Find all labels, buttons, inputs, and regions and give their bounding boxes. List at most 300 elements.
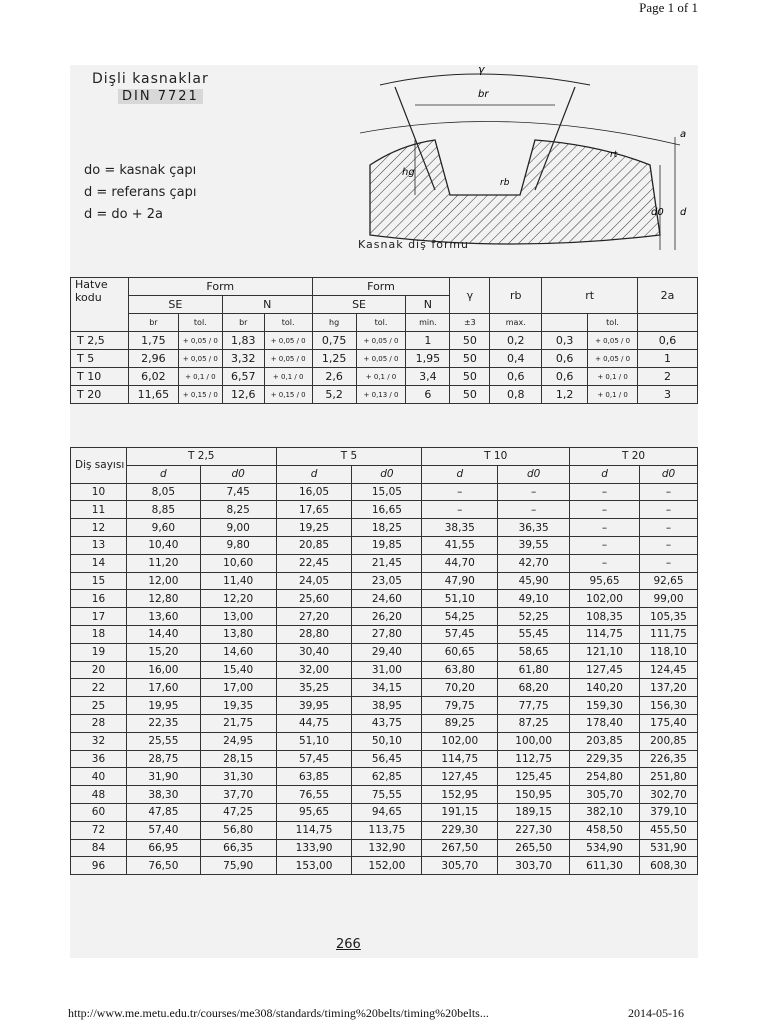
gamma-arc: [380, 74, 590, 85]
cell-rt-tol: + 0,05 / 0: [588, 350, 638, 368]
cell-teeth: 16: [71, 590, 127, 608]
diameter-row: [71, 857, 698, 875]
cell-t25-d: 10,40: [126, 536, 200, 554]
cell-t20-d: 611,30: [570, 857, 640, 875]
cell-t10-d: 38,35: [422, 519, 498, 537]
cell-t10-d: 47,90: [422, 572, 498, 590]
max-subheader: max.: [490, 314, 542, 332]
cell-two-a: 3: [638, 386, 698, 404]
cell-se-tol: + 0,1 / 0: [178, 368, 222, 386]
cell-t20-d: –: [570, 501, 640, 519]
cell-t25-d: 16,00: [126, 661, 200, 679]
cell-t25-d0: 66,35: [200, 839, 276, 857]
cell-code: T 20: [71, 386, 129, 404]
cell-t10-d0: 77,75: [498, 697, 570, 715]
diameter-row: [71, 839, 698, 857]
cell-t20-d0: 226,35: [639, 750, 697, 768]
cell-t10-d: 305,70: [422, 857, 498, 875]
cell-t5-d: 51,10: [276, 732, 352, 750]
cell-t5-d: 114,75: [276, 821, 352, 839]
d-header-t20: d: [570, 465, 640, 483]
cell-t20-d: 203,85: [570, 732, 640, 750]
diameter-row: [71, 536, 698, 554]
cell-t20-d: 127,45: [570, 661, 640, 679]
cell-t10-d: 63,80: [422, 661, 498, 679]
cell-t5-d0: 38,95: [352, 697, 422, 715]
cell-t20-d0: 302,70: [639, 786, 697, 804]
cell-t25-d0: 12,20: [200, 590, 276, 608]
cell-t5-d0: 19,85: [352, 536, 422, 554]
cell-n-tol: + 0,05 / 0: [264, 332, 312, 350]
cell-teeth: 19: [71, 643, 127, 661]
figure-caption: Kasnak diş formu: [358, 238, 469, 251]
cell-teeth: 28: [71, 714, 127, 732]
cell-n-br: 6,57: [222, 368, 264, 386]
cell-n-br: 1,83: [222, 332, 264, 350]
cell-rb: 0,8: [490, 386, 542, 404]
cell-se-br: 11,65: [128, 386, 178, 404]
cell-n-hg: 6: [406, 386, 450, 404]
cell-t10-d0: 61,80: [498, 661, 570, 679]
cell-se-hg: 1,25: [312, 350, 356, 368]
cell-t10-d0: 112,75: [498, 750, 570, 768]
diameter-row: [71, 483, 698, 501]
cell-rt-tol: + 0,05 / 0: [588, 332, 638, 350]
cell-se-hg-tol: + 0,05 / 0: [356, 332, 406, 350]
tol-subheader-4: tol.: [588, 314, 638, 332]
cell-t20-d0: 105,35: [639, 608, 697, 626]
cell-t25-d: 38,30: [126, 786, 200, 804]
cell-t20-d0: –: [639, 554, 697, 572]
cell-t5-d0: 21,45: [352, 554, 422, 572]
cell-t10-d: 57,45: [422, 625, 498, 643]
cell-t25-d: 14,40: [126, 625, 200, 643]
cell-t20-d: –: [570, 519, 640, 537]
cell-t10-d0: –: [498, 483, 570, 501]
cell-t20-d0: 92,65: [639, 572, 697, 590]
cell-t5-d0: 16,65: [352, 501, 422, 519]
cell-t25-d0: 37,70: [200, 786, 276, 804]
cell-t20-d: –: [570, 536, 640, 554]
cell-se-hg-tol: + 0,1 / 0: [356, 368, 406, 386]
source-url[interactable]: http://www.me.metu.edu.tr/courses/me308/standards/timing%20belts/timing%20belts...: [68, 1006, 489, 1020]
diameter-row: [71, 608, 698, 626]
cell-t25-d: 28,75: [126, 750, 200, 768]
cell-teeth: 25: [71, 697, 127, 715]
cell-t10-d: 191,15: [422, 803, 498, 821]
cell-t5-d0: 31,00: [352, 661, 422, 679]
cell-t20-d0: –: [639, 483, 697, 501]
cell-t5-d: 63,85: [276, 768, 352, 786]
cell-rt-tol: + 0,1 / 0: [588, 386, 638, 404]
rt-blank-subheader: [542, 314, 588, 332]
cell-t5-d: 27,20: [276, 608, 352, 626]
two-a-blank-subheader: [638, 314, 698, 332]
cell-t25-d: 47,85: [126, 803, 200, 821]
d-header-t25: d: [126, 465, 200, 483]
definition-d: d = referans çapı: [84, 185, 197, 200]
gamma-header: γ: [450, 278, 490, 314]
br-subheader: br: [128, 314, 178, 332]
cell-se-hg-tol: + 0,13 / 0: [356, 386, 406, 404]
cell-t5-d: 28,80: [276, 625, 352, 643]
diameter-row: [71, 625, 698, 643]
cell-t10-d: 41,55: [422, 536, 498, 554]
cell-t5-d: 153,00: [276, 857, 352, 875]
cell-t5-d: 44,75: [276, 714, 352, 732]
document-title: Dişli kasnaklar: [92, 71, 209, 87]
cell-t20-d0: 137,20: [639, 679, 697, 697]
cell-t10-d0: 303,70: [498, 857, 570, 875]
cell-t5-d: 76,55: [276, 786, 352, 804]
cell-teeth: 32: [71, 732, 127, 750]
cell-t5-d: 35,25: [276, 679, 352, 697]
cell-two-a: 1: [638, 350, 698, 368]
cell-t20-d0: 124,45: [639, 661, 697, 679]
cell-rt: 0,6: [542, 368, 588, 386]
cell-teeth: 18: [71, 625, 127, 643]
cell-se-hg: 2,6: [312, 368, 356, 386]
cell-t25-d0: 56,80: [200, 821, 276, 839]
cell-t10-d0: 55,45: [498, 625, 570, 643]
cell-t20-d: 229,35: [570, 750, 640, 768]
t25-header: T 2,5: [126, 448, 276, 466]
cell-t10-d: 267,50: [422, 839, 498, 857]
cell-teeth: 17: [71, 608, 127, 626]
cell-t10-d0: 42,70: [498, 554, 570, 572]
cell-t10-d0: 39,55: [498, 536, 570, 554]
cell-t5-d: 19,25: [276, 519, 352, 537]
cell-teeth: 22: [71, 679, 127, 697]
cell-t25-d0: 10,60: [200, 554, 276, 572]
cell-t25-d: 31,90: [126, 768, 200, 786]
cell-rb: 0,4: [490, 350, 542, 368]
cell-t20-d0: 379,10: [639, 803, 697, 821]
diameter-row: [71, 661, 698, 679]
profile-row: [71, 332, 698, 350]
cell-t25-d: 25,55: [126, 732, 200, 750]
cell-t25-d: 19,95: [126, 697, 200, 715]
d-header-t5: d: [276, 465, 352, 483]
cell-teeth: 48: [71, 786, 127, 804]
cell-t10-d0: 227,30: [498, 821, 570, 839]
cell-t5-d: 39,95: [276, 697, 352, 715]
cell-t25-d: 17,60: [126, 679, 200, 697]
cell-t25-d: 8,85: [126, 501, 200, 519]
cell-t5-d0: 43,75: [352, 714, 422, 732]
cell-t25-d0: 8,25: [200, 501, 276, 519]
cell-t5-d: 16,05: [276, 483, 352, 501]
cell-t5-d: 24,05: [276, 572, 352, 590]
cell-t10-d: 44,70: [422, 554, 498, 572]
cell-t5-d: 22,45: [276, 554, 352, 572]
cell-t20-d: 95,65: [570, 572, 640, 590]
cell-t20-d0: 111,75: [639, 625, 697, 643]
d-header-t10: d: [422, 465, 498, 483]
cell-t25-d: 8,05: [126, 483, 200, 501]
cell-n-hg: 1,95: [406, 350, 450, 368]
cell-t5-d0: 75,55: [352, 786, 422, 804]
cell-t20-d: 102,00: [570, 590, 640, 608]
cell-t25-d0: 14,60: [200, 643, 276, 661]
cell-t5-d0: 34,15: [352, 679, 422, 697]
profile-row: [71, 368, 698, 386]
min-subheader: min.: [406, 314, 450, 332]
profile-row: [71, 350, 698, 368]
cell-t25-d0: 9,80: [200, 536, 276, 554]
diameter-row: [71, 501, 698, 519]
cell-t10-d: 127,45: [422, 768, 498, 786]
cell-t25-d0: 28,15: [200, 750, 276, 768]
diameter-row: [71, 519, 698, 537]
rt-label: rt: [610, 150, 618, 160]
diameter-row: [71, 821, 698, 839]
cell-t25-d: 22,35: [126, 714, 200, 732]
cell-teeth: 11: [71, 501, 127, 519]
cell-t25-d: 12,80: [126, 590, 200, 608]
cell-t10-d: 114,75: [422, 750, 498, 768]
cell-gamma: 50: [450, 386, 490, 404]
rt-header: rt: [542, 278, 638, 314]
cell-teeth: 20: [71, 661, 127, 679]
cell-t20-d: 114,75: [570, 625, 640, 643]
cell-t10-d0: 36,35: [498, 519, 570, 537]
cell-se-hg-tol: + 0,05 / 0: [356, 350, 406, 368]
gamma-label: γ: [478, 65, 485, 76]
pm3-subheader: ±3: [450, 314, 490, 332]
cell-t25-d0: 13,80: [200, 625, 276, 643]
cell-t5-d0: 27,80: [352, 625, 422, 643]
cell-t10-d0: 58,65: [498, 643, 570, 661]
cell-t5-d0: 62,85: [352, 768, 422, 786]
t10-header: T 10: [422, 448, 570, 466]
cell-teeth: 72: [71, 821, 127, 839]
rb-header: rb: [490, 278, 542, 314]
cell-t20-d: 382,10: [570, 803, 640, 821]
definition-formula: d = do + 2a: [84, 207, 164, 222]
page-number: 266: [336, 937, 361, 952]
cell-t5-d: 95,65: [276, 803, 352, 821]
cell-t5-d0: 18,25: [352, 519, 422, 537]
cell-rt: 0,3: [542, 332, 588, 350]
cell-t20-d: 121,10: [570, 643, 640, 661]
diameter-row: [71, 697, 698, 715]
definitions: [84, 160, 196, 226]
cell-two-a: 2: [638, 368, 698, 386]
cell-code: T 2,5: [71, 332, 129, 350]
a-label: a: [680, 129, 687, 140]
cell-n-tol: + 0,05 / 0: [264, 350, 312, 368]
cell-se-br: 6,02: [128, 368, 178, 386]
cell-t5-d: 20,85: [276, 536, 352, 554]
cell-rt-tol: + 0,1 / 0: [588, 368, 638, 386]
cell-t25-d0: 17,00: [200, 679, 276, 697]
cell-t20-d0: 156,30: [639, 697, 697, 715]
profile-row: [71, 386, 698, 404]
cell-t10-d0: 189,15: [498, 803, 570, 821]
cell-t20-d: 178,40: [570, 714, 640, 732]
cell-code: T 10: [71, 368, 129, 386]
cell-rt: 0,6: [542, 350, 588, 368]
cell-t10-d: –: [422, 501, 498, 519]
cell-t5-d0: 132,90: [352, 839, 422, 857]
pitch-line: [360, 121, 680, 145]
cell-se-hg: 5,2: [312, 386, 356, 404]
cell-t25-d0: 24,95: [200, 732, 276, 750]
tol-subheader-2: tol.: [264, 314, 312, 332]
cell-t20-d0: 608,30: [639, 857, 697, 875]
diameter-row: [71, 679, 698, 697]
tol-subheader: tol.: [178, 314, 222, 332]
cell-n-hg: 3,4: [406, 368, 450, 386]
cell-t5-d0: 94,65: [352, 803, 422, 821]
code-header: [71, 278, 129, 332]
cell-t20-d: –: [570, 554, 640, 572]
cell-t10-d0: 52,25: [498, 608, 570, 626]
diameter-row: [71, 803, 698, 821]
cell-teeth: 96: [71, 857, 127, 875]
cell-t20-d: 140,20: [570, 679, 640, 697]
cell-rt: 1,2: [542, 386, 588, 404]
tol-subheader-3: tol.: [356, 314, 406, 332]
diameter-row: [71, 750, 698, 768]
cell-t10-d0: 100,00: [498, 732, 570, 750]
cell-teeth: 13: [71, 536, 127, 554]
cell-n-br: 12,6: [222, 386, 264, 404]
cell-teeth: 84: [71, 839, 127, 857]
cell-t20-d0: 175,40: [639, 714, 697, 732]
cell-t5-d: 30,40: [276, 643, 352, 661]
t20-header: T 20: [570, 448, 698, 466]
cell-t20-d: 108,35: [570, 608, 640, 626]
diameter-row: [71, 786, 698, 804]
diameter-row: [71, 768, 698, 786]
cell-t25-d0: 19,35: [200, 697, 276, 715]
cell-t25-d0: 15,40: [200, 661, 276, 679]
diameter-row: [71, 554, 698, 572]
cell-t5-d0: 56,45: [352, 750, 422, 768]
cell-t20-d0: 118,10: [639, 643, 697, 661]
cell-t25-d0: 11,40: [200, 572, 276, 590]
d0-header-t5: d0: [352, 465, 422, 483]
cell-t5-d: 17,65: [276, 501, 352, 519]
diameter-table: [70, 447, 698, 875]
cell-two-a: 0,6: [638, 332, 698, 350]
cell-t5-d: 57,45: [276, 750, 352, 768]
diameter-row: [71, 714, 698, 732]
cell-t20-d: 305,70: [570, 786, 640, 804]
cell-se-tol: + 0,05 / 0: [178, 332, 222, 350]
cell-t25-d: 12,00: [126, 572, 200, 590]
diameter-row: [71, 643, 698, 661]
cell-t10-d0: 45,90: [498, 572, 570, 590]
cell-code: T 5: [71, 350, 129, 368]
n-header-2: N: [406, 296, 450, 314]
cell-n-hg: 1: [406, 332, 450, 350]
cell-teeth: 15: [71, 572, 127, 590]
cell-t25-d: 15,20: [126, 643, 200, 661]
cell-t10-d0: 265,50: [498, 839, 570, 857]
code-header-text: Hatve kodu: [75, 278, 108, 304]
cell-gamma: 50: [450, 350, 490, 368]
cell-t10-d0: –: [498, 501, 570, 519]
cell-t10-d: –: [422, 483, 498, 501]
cell-t25-d0: 9,00: [200, 519, 276, 537]
definition-do: do = kasnak çapı: [84, 163, 197, 178]
t5-header: T 5: [276, 448, 422, 466]
cell-t5-d0: 50,10: [352, 732, 422, 750]
scanned-page: [70, 65, 698, 958]
two-a-header: 2a: [638, 278, 698, 314]
rb-label: rb: [500, 178, 510, 188]
cell-t10-d0: 87,25: [498, 714, 570, 732]
cell-t20-d0: –: [639, 519, 697, 537]
cell-t20-d0: 455,50: [639, 821, 697, 839]
cell-t25-d0: 21,75: [200, 714, 276, 732]
cell-t20-d: –: [570, 483, 640, 501]
br-subheader-2: br: [222, 314, 264, 332]
hg-subheader: hg: [312, 314, 356, 332]
cell-t10-d: 60,65: [422, 643, 498, 661]
cell-gamma: 50: [450, 368, 490, 386]
cell-teeth: 14: [71, 554, 127, 572]
cell-t5-d: 25,60: [276, 590, 352, 608]
cell-teeth: 36: [71, 750, 127, 768]
cell-t5-d0: 23,05: [352, 572, 422, 590]
cell-se-br: 2,96: [128, 350, 178, 368]
cell-t10-d: 152,95: [422, 786, 498, 804]
cell-t10-d: 79,75: [422, 697, 498, 715]
cell-t10-d0: 125,45: [498, 768, 570, 786]
cell-t20-d0: 251,80: [639, 768, 697, 786]
d0-header-t20: d0: [639, 465, 697, 483]
cell-t25-d0: 7,45: [200, 483, 276, 501]
cell-t5-d0: 24,60: [352, 590, 422, 608]
cell-t10-d0: 150,95: [498, 786, 570, 804]
cell-teeth: 40: [71, 768, 127, 786]
cell-t5-d0: 113,75: [352, 821, 422, 839]
diameter-row: [71, 572, 698, 590]
cell-t25-d0: 75,90: [200, 857, 276, 875]
form-header-1: Form: [128, 278, 312, 296]
cell-n-tol: + 0,1 / 0: [264, 368, 312, 386]
cell-t10-d: 70,20: [422, 679, 498, 697]
cell-t5-d0: 152,00: [352, 857, 422, 875]
cell-t25-d: 57,40: [126, 821, 200, 839]
hg-label: hg: [402, 167, 415, 178]
cell-teeth: 10: [71, 483, 127, 501]
d0-header-t10: d0: [498, 465, 570, 483]
cell-t25-d0: 31,30: [200, 768, 276, 786]
cell-t10-d: 54,25: [422, 608, 498, 626]
cell-t10-d0: 49,10: [498, 590, 570, 608]
se-header-2: SE: [312, 296, 406, 314]
cell-n-tol: + 0,15 / 0: [264, 386, 312, 404]
d0-label: d0: [651, 207, 664, 218]
cell-t20-d0: –: [639, 536, 697, 554]
cell-t20-d0: –: [639, 501, 697, 519]
cell-t25-d0: 47,25: [200, 803, 276, 821]
cell-t20-d: 458,50: [570, 821, 640, 839]
cell-t10-d: 89,25: [422, 714, 498, 732]
cell-t10-d: 229,30: [422, 821, 498, 839]
br-label: br: [478, 89, 489, 100]
cell-t20-d: 254,80: [570, 768, 640, 786]
cell-t20-d0: 531,90: [639, 839, 697, 857]
cell-t20-d0: 200,85: [639, 732, 697, 750]
page-count-label: Page 1 of 1: [639, 0, 698, 15]
cell-se-tol: + 0,15 / 0: [178, 386, 222, 404]
